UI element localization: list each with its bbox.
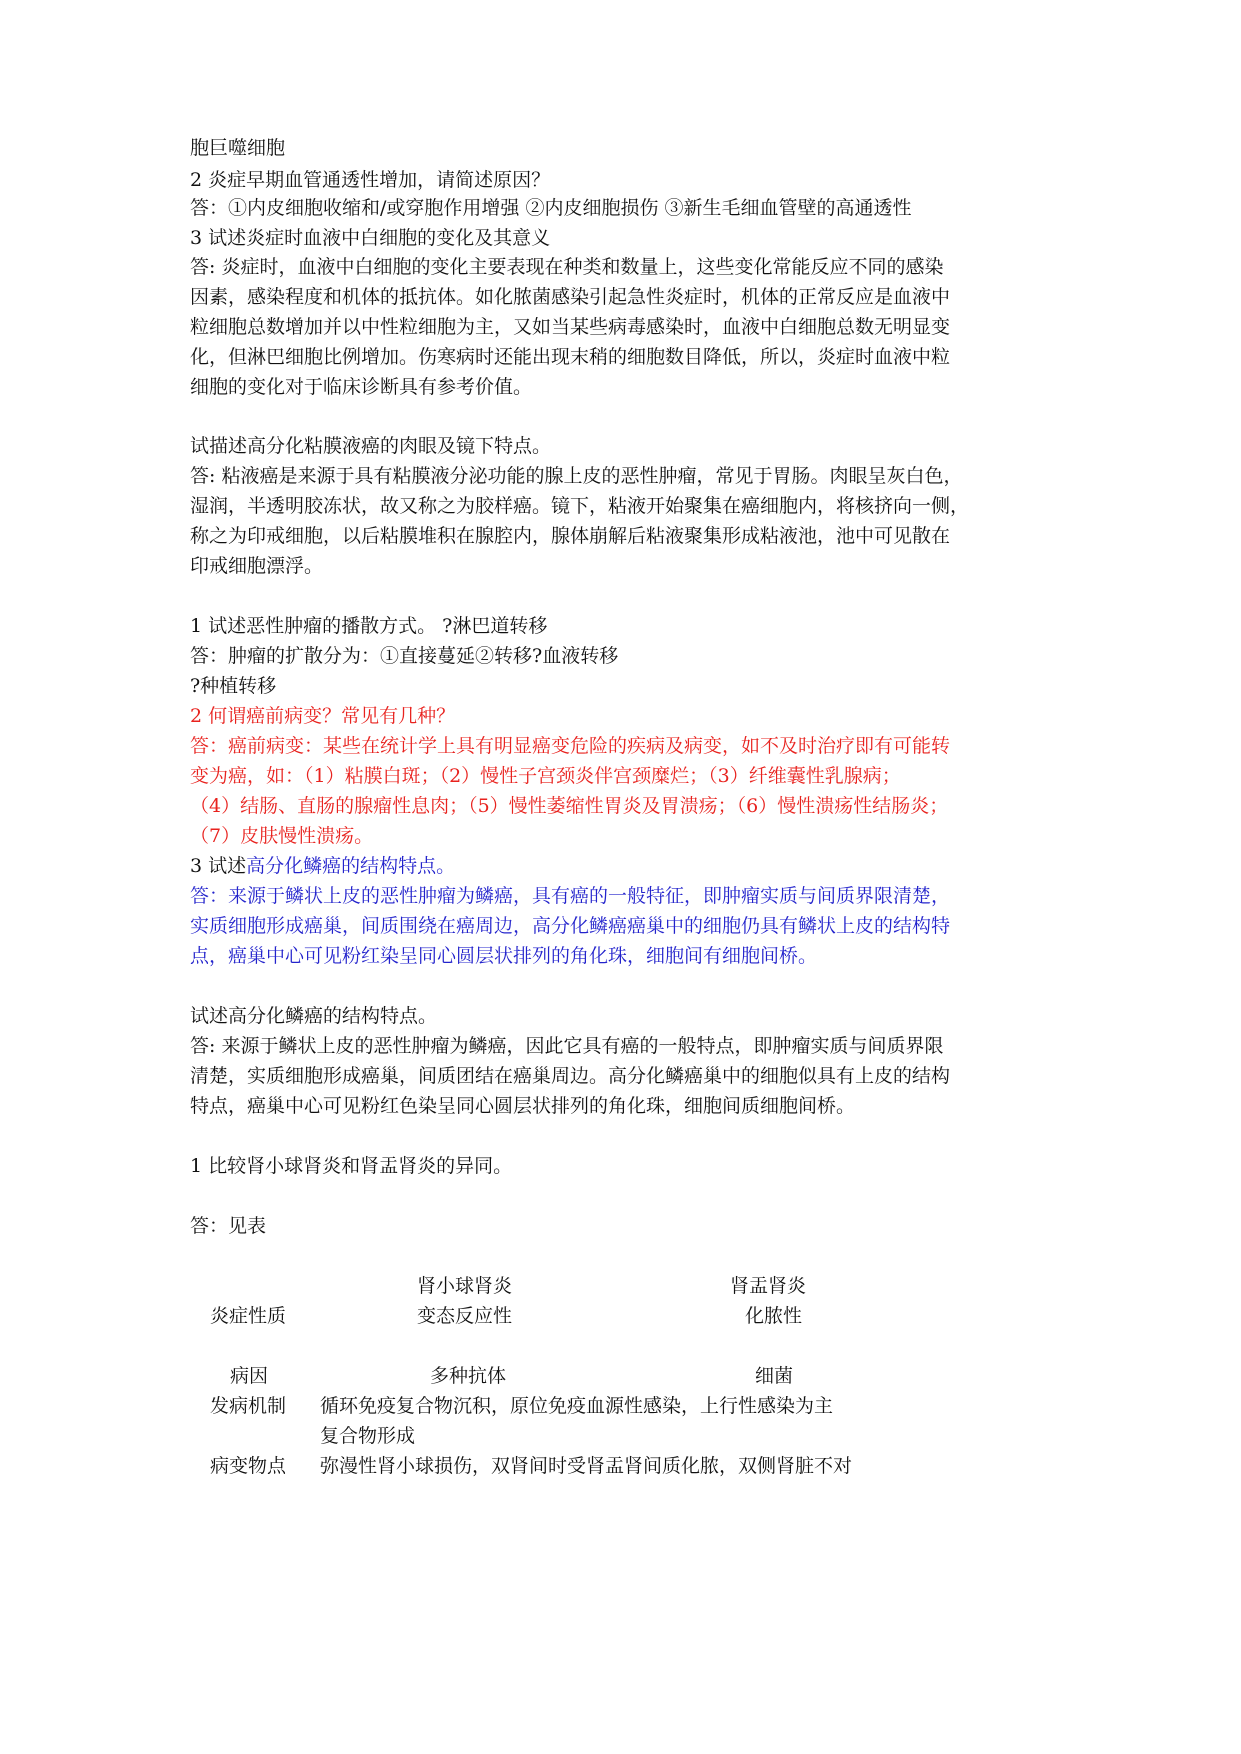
answer-line: 清楚，实质细胞形成癌巢，间质团结在癌巢周边。高分化鳞癌巢中的细胞似具有上皮的结构 (190, 1065, 951, 1087)
answer-line: 特点，癌巢中心可见粉红色染呈同心圆层状排列的角化珠，细胞间质细胞间桥。 (190, 1095, 856, 1117)
question-line-mixed (190, 850, 1070, 882)
question-prefix: 3 试述 (190, 855, 247, 877)
question-line: 2 炎症早期血管通透性增加，请简述原因？ (190, 169, 551, 191)
answer-line: 细胞的变化对于临床诊断具有参考价值。 (190, 376, 533, 398)
answer-line-red: （4）结肠、直肠的腺瘤性息肉；（5）慢性萎缩性胃炎及胃溃疡；（6）慢性溃疡性结肠炎； (190, 795, 949, 817)
answer-line: 答: 粘液癌是来源于具有粘膜液分泌功能的腺上皮的恶性肿瘤，常见于胃肠。肉眼呈灰白色， (190, 465, 963, 487)
question-line: 试述高分化鳞癌的结构特点。 (190, 1005, 438, 1027)
question-line: 试描述高分化粘膜液癌的肉眼及镜下特点。 (190, 435, 552, 457)
question-highlight: 高分化鳞癌的结构特点。 (246, 855, 456, 877)
answer-line-blue: 点，癌巢中心可见粉红染呈同心圆层状排列的角化珠，细胞间有细胞间桥。 (190, 945, 818, 967)
answer-line-red: （7）皮肤慢性溃疡。 (190, 825, 374, 847)
answer-line: 印戒细胞漂浮。 (190, 555, 324, 577)
question-line: 1 比较肾小球肾炎和肾盂肾炎的异同。 (190, 1155, 513, 1177)
table-row-label: 病因 (230, 1365, 269, 1387)
table-row-label: 炎症性质 (210, 1305, 287, 1327)
answer-line: 粒细胞总数增加并以中性粒细胞为主，又如当某些病毒感染时，血液中白细胞总数无明显变 (190, 316, 951, 338)
table-cell: 化脓性 (745, 1305, 803, 1327)
answer-line: 化，但淋巴细胞比例增加。伤寒病时还能出现末稍的细胞数目降低，所以，炎症时血液中粒 (190, 346, 951, 368)
answer-line: 答：①内皮细胞收缩和/或穿胞作用增强 ②内皮细胞损伤 ③新生毛细血管壁的高通透性 (190, 197, 912, 219)
table-row-label: 发病机制 (210, 1395, 287, 1417)
answer-line-red: 变为癌，如：（1）粘膜白斑；（2）慢性子宫颈炎伴宫颈糜烂；（3）纤维囊性乳腺病； (190, 765, 901, 787)
answer-line: 答: 来源于鳞状上皮的恶性肿瘤为鳞癌，因此它具有癌的一般特点，即肿瘤实质与间质界限 (190, 1035, 944, 1057)
table-cell: 复合物形成 (320, 1425, 416, 1447)
answer-line: 答: 炎症时，血液中白细胞的变化主要表现在种类和数量上，这些变化常能反应不同的感染 (190, 256, 944, 278)
table-row-label: 病变物点 (210, 1455, 287, 1477)
answer-line: 答：见表 (190, 1215, 267, 1237)
table-cell: 弥漫性肾小球损伤，双肾间时受肾盂肾间质化脓，双侧肾脏不对 (320, 1455, 853, 1477)
question-line: 3 试述炎症时血液中白细胞的变化及其意义 (190, 227, 551, 249)
question-line: 1 试述恶性肿瘤的播散方式。 ?淋巴道转移 (190, 615, 548, 637)
answer-line: 称之为印戒细胞，以后粘膜堆积在腺腔内，腺体崩解后粘液聚集形成粘液池，池中可见散在 (190, 525, 951, 547)
question-line-red: 2 何谓癌前病变？常见有几种？ (190, 705, 456, 727)
text-line: 胞巨噬细胞 (190, 137, 286, 159)
table-cell: 循环免疫复合物沉积，原位免疫血源性感染，上行性感染为主 (320, 1395, 834, 1417)
table-cell: 细菌 (755, 1365, 794, 1387)
answer-line: 湿润，半透明胶冻状，故又称之为胶样癌。镜下，粘液开始聚集在癌细胞内，将核挤向一侧， (190, 495, 970, 517)
table-header-pyelonephritis: 肾盂肾炎 (730, 1275, 807, 1297)
answer-line: ?种植转移 (190, 675, 277, 697)
answer-line-blue: 实质细胞形成癌巢，间质围绕在癌周边，高分化鳞癌癌巢中的细胞仍具有鳞状上皮的结构特 (190, 915, 951, 937)
table-cell: 多种抗体 (430, 1365, 507, 1387)
table-cell: 变态反应性 (417, 1305, 513, 1327)
answer-line: 因素，感染程度和机体的抵抗体。如化脓菌感染引起急性炎症时，机体的正常反应是血液中 (190, 286, 951, 308)
answer-line-red: 答：癌前病变：某些在统计学上具有明显癌变危险的疾病及病变，如不及时治疗即有可能转 (190, 735, 951, 757)
table-header-glomerulonephritis: 肾小球肾炎 (417, 1275, 513, 1297)
answer-line-blue: 答：来源于鳞状上皮的恶性肿瘤为鳞癌，具有癌的一般特征，即肿瘤实质与间质界限清楚， (190, 885, 951, 907)
answer-line: 答：肿瘤的扩散分为：①直接蔓延②转移?血液转移 (190, 645, 619, 667)
